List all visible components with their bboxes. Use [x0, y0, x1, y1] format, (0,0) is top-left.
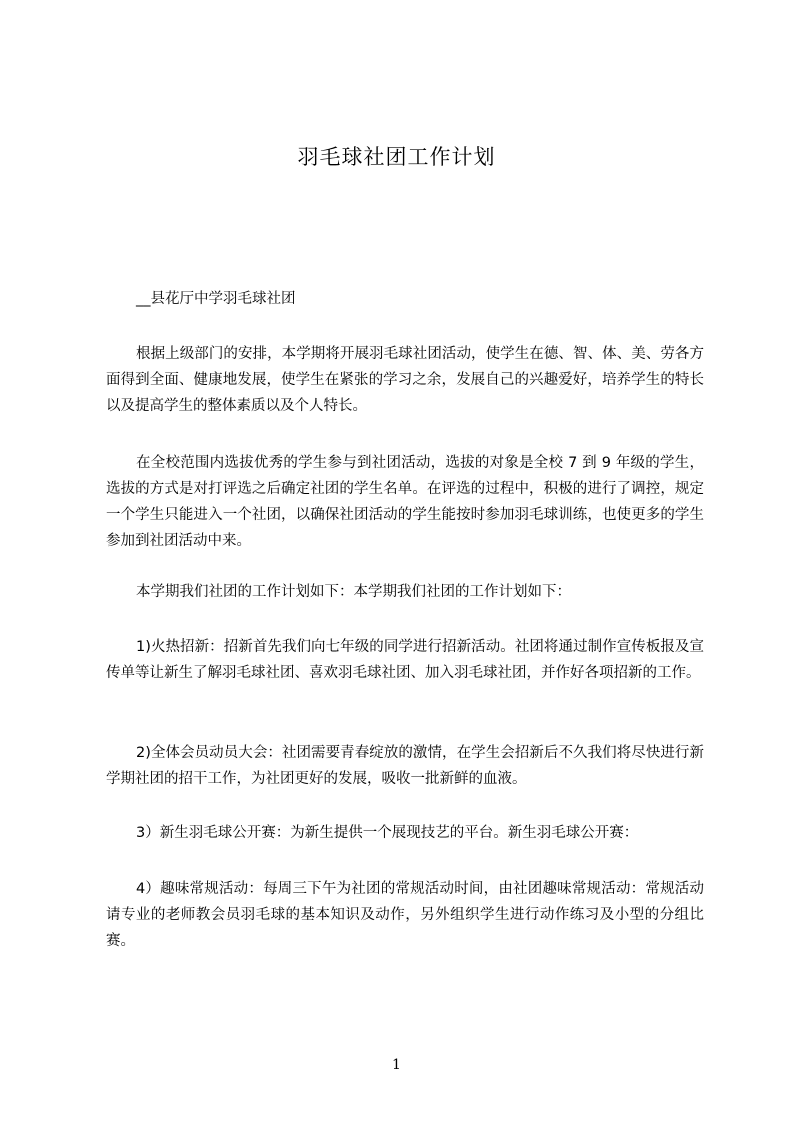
paragraph-selection: 在全校范围内选拔优秀的学生参与到社团活动，选拔的对象是全校 7 到 9 年级的学生，选拔的方式是对打评选之后确定社团的学生名单。在评选的过程中，积极的进行了调控，规定一个学生只能进入一个社团，以确保社团活动的学生能按时参加羽毛球训练，也使更多的学生参加到社团活动中来。 — [106, 455, 704, 549]
document-title: 羽毛球社团工作计划 — [297, 145, 496, 169]
organization-line: __县花厅中学羽毛球社团 — [136, 291, 296, 307]
page-number: 1 — [392, 1057, 401, 1073]
paragraph-item-3: 3）新生羽毛球公开赛：为新生提供一个展现技艺的平台。新生羽毛球公开赛： — [136, 825, 639, 841]
paragraph-plan-heading: 本学期我们社团的工作计划如下：本学期我们社团的工作计划如下： — [136, 584, 571, 600]
paragraph-item-2: 2)全体会员动员大会：社团需要青春绽放的激情，在学生会招新后不久我们将尽快进行新学期社团的招干工作，为社团更好的发展，吸收一批新鲜的血液。 — [106, 745, 704, 787]
paragraph-item-1: 1)火热招新：招新首先我们向七年级的同学进行招新活动。社团将通过制作宣传板报及宣传单等让新生了解羽毛球社团、喜欢羽毛球社团、加入羽毛球社团，并作好各项招新的工作。 — [106, 639, 704, 681]
paragraph-item-4: 4）趣味常规活动：每周三下午为社团的常规活动时间，由社团趣味常规活动：常规活动请专业的老师教会员羽毛球的基本知识及动作，另外组织学生进行动作练习及小型的分组比赛。 — [106, 881, 704, 949]
paragraph-intro: 根据上级部门的安排，本学期将开展羽毛球社团活动，使学生在德、智、体、美、劳各方面得到全面、健康地发展，使学生在紧张的学习之余，发展自己的兴趣爱好，培养学生的特长以及提高学生的整体素质以及个人特长。 — [106, 346, 704, 414]
